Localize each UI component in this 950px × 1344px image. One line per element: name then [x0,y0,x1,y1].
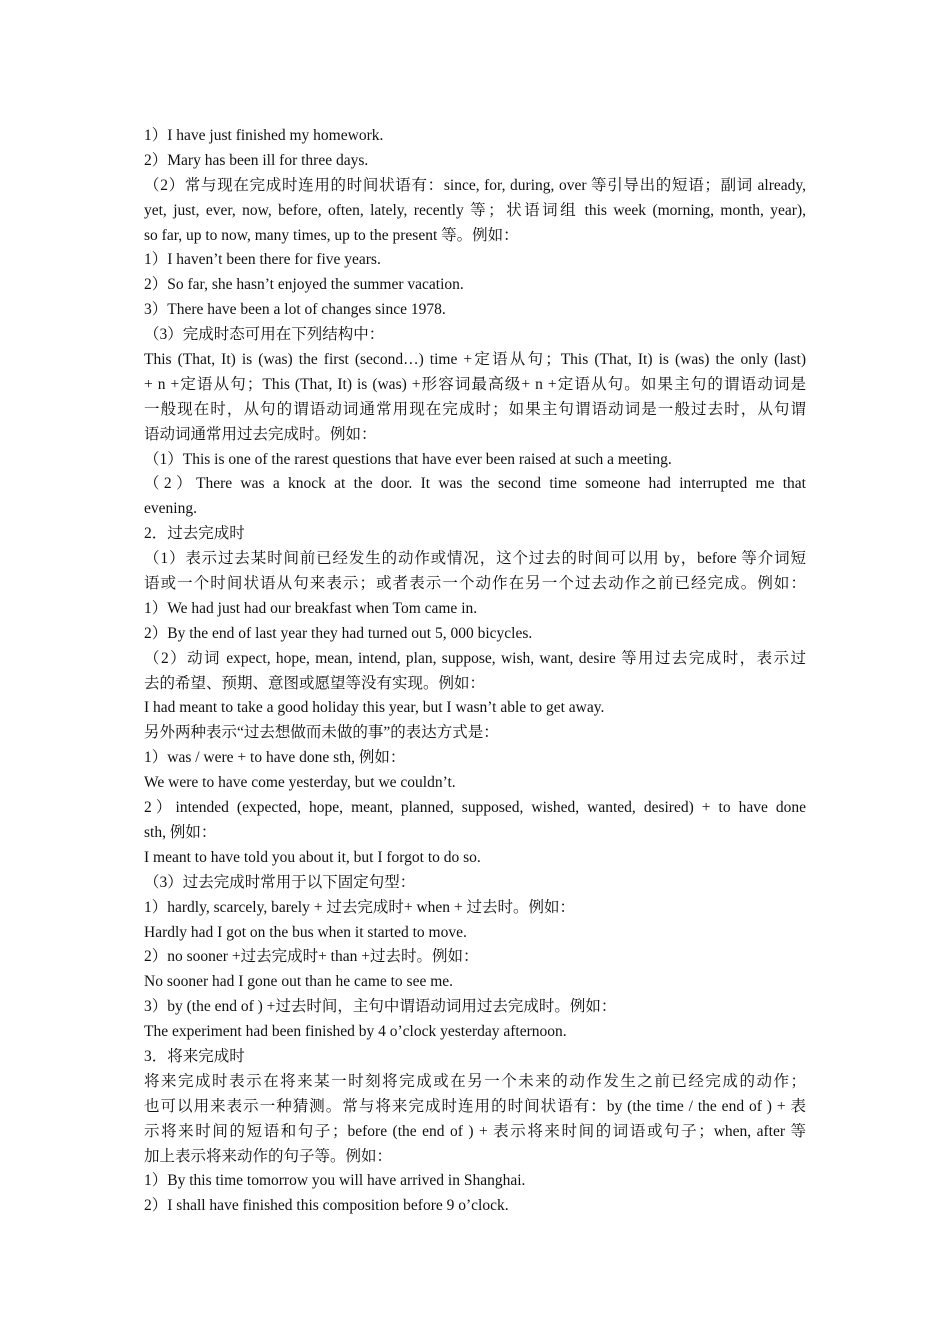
text-line: 2）So far, she hasn’t enjoyed the summer vacation. [144,276,464,294]
text-line: （2）动词 expect, hope, mean, intend, plan, suppose, wish, want, desire 等用过去完成时，表示过 [144,649,806,667]
text-line: 1）hardly, scarcely, barely + 过去完成时+ when + 过去时。例如： [144,898,576,916]
text-line: 2．过去完成时 [144,525,245,543]
text-line: 3）There have been a lot of changes since 1978. [144,301,446,319]
text-line: 1）was / were + to have done sth, 例如： [144,749,406,767]
text-line: 另外两种表示“过去想做而未做的事”的表达方式是： [144,724,499,742]
text-line: Hardly had I got on the bus when it started to move. [144,923,467,941]
text-line: 将来完成时表示在将来某一时刻将完成或在另一个未来的动作发生之前已经完成的动作； [144,1072,806,1090]
text-line: 1）I have just finished my homework. [144,127,384,144]
text-line: 去的希望、预期、意图或愿望等没有实现。例如： [144,674,486,692]
text-line: 1）By this time tomorrow you will have arrived in Shanghai. [144,1172,526,1190]
text-line: We were to have come yesterday, but we couldn’t. [144,774,456,792]
text-line: 1）I haven’t been there for five years. [144,251,381,269]
document-body [144,124,806,1219]
text-line: I meant to have told you about it, but I forgot to do so. [144,848,481,866]
text-line: I had meant to take a good holiday this year, but I wasn’t able to get away. [144,699,605,717]
text-line: 加上表示将来动作的句子等。例如： [144,1147,393,1165]
text-line: 3．将来完成时 [144,1047,245,1065]
text-line: 1）We had just had our breakfast when Tom came in. [144,599,478,617]
text-line: 语或一个时间状语从句来表示；或者表示一个动作在另一个过去动作之前已经完成。例如： [144,575,806,593]
text-line: （3）过去完成时常用于以下固定句型： [144,873,416,891]
text-line: 一般现在时，从句的谓语动词通常用现在完成时；如果主句谓语动词是一般过去时，从句谓 [144,400,806,418]
text-line: 示将来时间的短语和句子；before (the end of ) + 表示将来时间的词语或句子；when, after 等 [144,1122,806,1140]
text-line: No sooner had I gone out than he came to see me. [144,973,454,991]
text-line: 2）intended (expected, hope, meant, planned, supposed, wished, wanted, desired) + to have done [144,799,806,817]
text-line: This (That, It) is (was) the first (second…) time +定语从句；This (That, It) is (was) the only (last) [144,351,806,369]
text-line: 2）I shall have finished this composition before 9 o’clock. [144,1197,509,1215]
text-line: 2）no sooner +过去完成时+ than +过去时。例如： [144,948,479,966]
text-line: so far, up to now, many times, up to the present 等。例如： [144,226,519,244]
text-line: 2）Mary has been ill for three days. [144,151,369,169]
text-line: 3）by (the end of ) +过去时间，主句中谓语动词用过去完成时。例如： [144,998,617,1016]
text-line: The experiment had been finished by 4 o’clock yesterday afternoon. [144,1023,567,1041]
text-line: （2）There was a knock at the door. It was the second time someone had interrupted me that [144,475,806,493]
text-line: evening. [144,500,197,518]
text-line: 语动词通常用过去完成时。例如： [144,425,377,443]
text-line: 也可以用来表示一种猜测。常与将来完成时连用的时间状语有：by (the time / the end of ) + 表 [144,1097,806,1115]
text-line: （1）表示过去某时间前已经发生的动作或情况，这个过去的时间可以用 by，before 等介词短 [144,550,806,568]
text-line: （1）This is one of the rarest questions that have ever been raised at such a meeting. [144,450,672,468]
text-line: 2）By the end of last year they had turned out 5, 000 bicycles. [144,624,533,642]
text-line: yet, just, ever, now, before, often, lately, recently 等；状语词组 this week (morning, month, year), [144,201,806,219]
text-line: （2）常与现在完成时连用的时间状语有：since, for, during, over 等引导出的短语；副词 already, [144,176,806,194]
text-line: + n +定语从句；This (That, It) is (was) +形容词最高级+ n +定语从句。如果主句的谓语动词是 [144,375,806,393]
text-line: （3）完成时态可用在下列结构中： [144,326,385,344]
text-line: sth, 例如： [144,823,217,841]
